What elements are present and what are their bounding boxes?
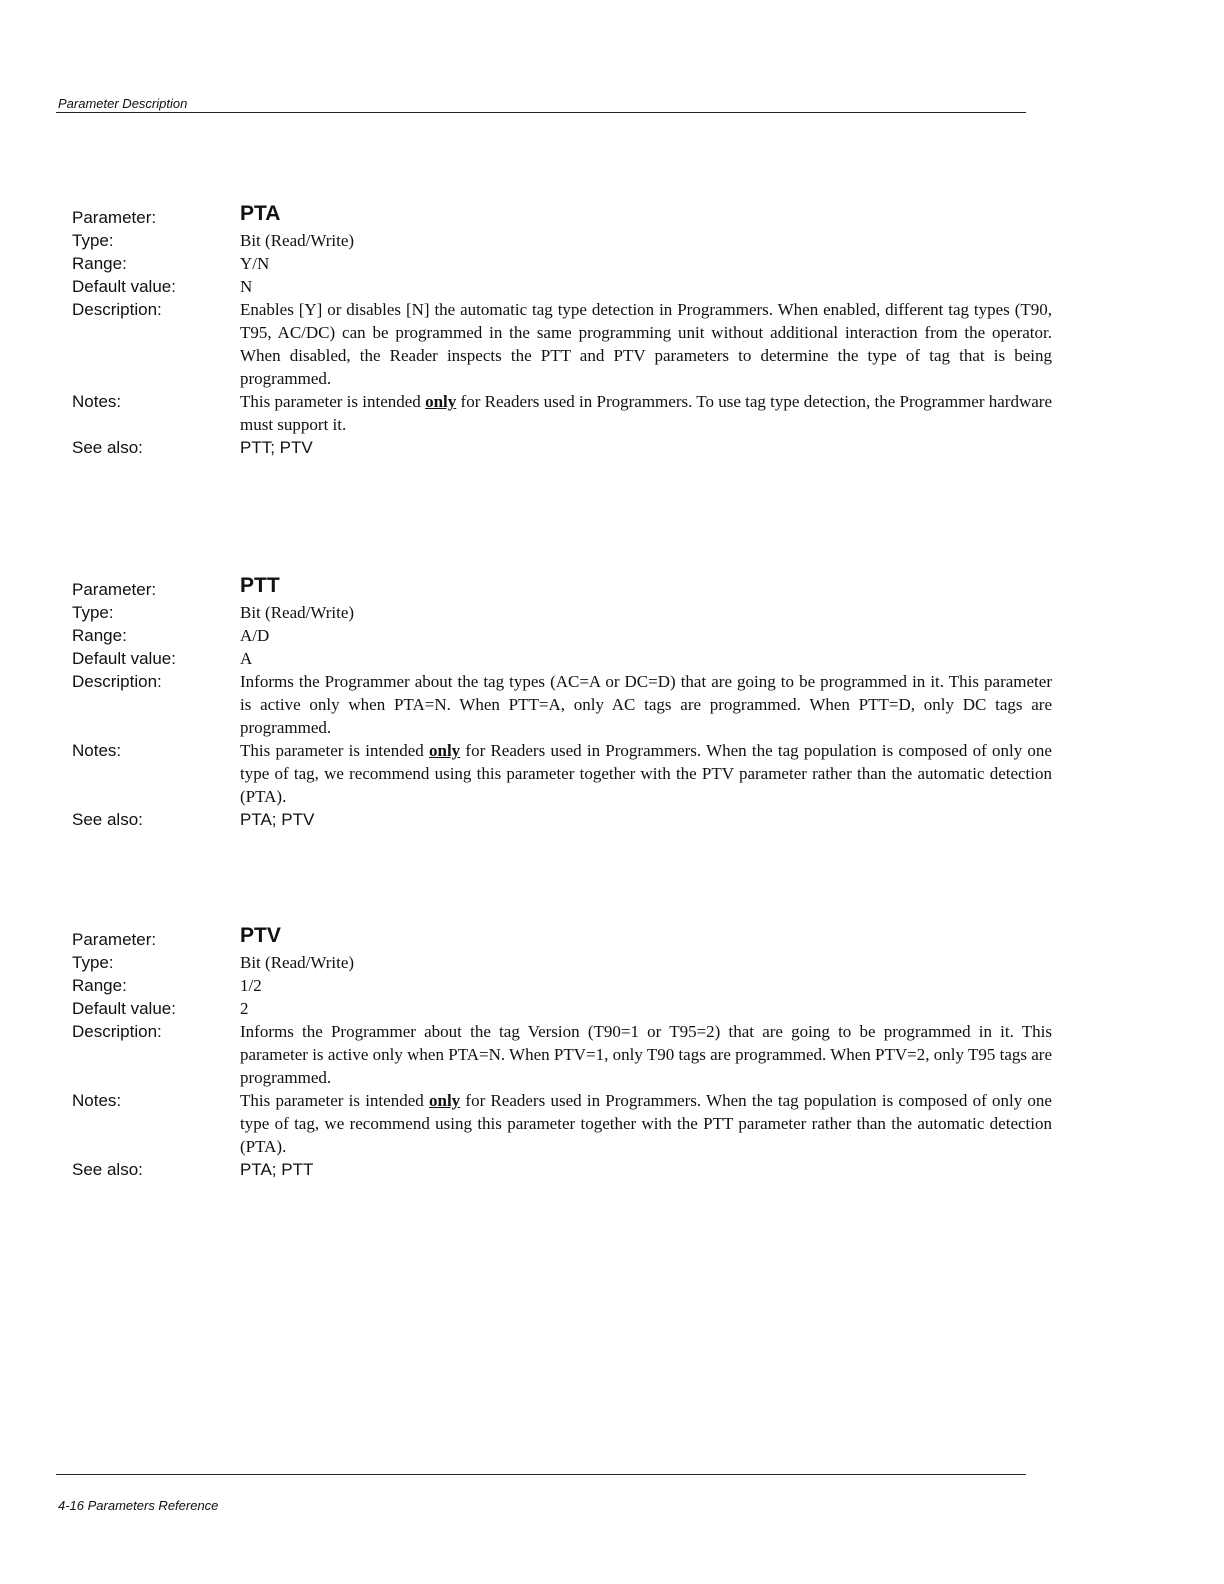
notes-text — [240, 390, 1052, 436]
description-label: Description: — [72, 672, 162, 691]
footer-rule — [56, 1474, 1026, 1475]
default-value: A — [240, 649, 253, 668]
notes-text — [240, 739, 1052, 808]
notes-row — [72, 390, 1052, 436]
description-text: Informs the Programmer about the tag Version (T90=1 or T95=2) that are going to be programmed in it. This parameter is active only when PTA=N. When PTV=1, only T90 tags are programmed. When PTV=2, only T95 tags are programmed. — [240, 1022, 1052, 1087]
default-row — [72, 997, 1052, 1020]
running-foot: 4-16 Parameters Reference — [58, 1498, 219, 1513]
type-label: Type: — [72, 603, 114, 622]
type-label: Type: — [72, 231, 114, 250]
description-row — [72, 1020, 1052, 1089]
type-row — [72, 229, 1052, 252]
range-row — [72, 252, 1052, 275]
notes-row — [72, 1089, 1052, 1158]
notes-label: Notes: — [72, 1091, 122, 1110]
type-row — [72, 601, 1052, 624]
type-row — [72, 951, 1052, 974]
parameter-name: PTA — [240, 202, 281, 225]
param-name-row — [72, 200, 1052, 229]
see-also-value: PTA; PTV — [240, 810, 315, 829]
notes-text-start: This parameter is intended — [240, 392, 421, 411]
notes-label: Notes: — [72, 741, 122, 760]
default-label: Default value: — [72, 649, 176, 668]
parameter-label: Parameter: — [72, 208, 157, 227]
param-block-pta — [72, 200, 1052, 459]
notes-text-end: for Readers used in Programmers. When the tag population is composed of only one type of tag, we recommend using this parameter together with the PTV parameter rather than the automatic detection (PTA). — [240, 741, 1052, 806]
notes-text — [240, 1089, 1052, 1158]
range-row — [72, 974, 1052, 997]
range-value: A/D — [240, 626, 270, 645]
range-label: Range: — [72, 626, 127, 645]
see-also-row — [72, 436, 1052, 459]
notes-text-start: This parameter is intended — [240, 1091, 424, 1110]
notes-text-end: for Readers used in Programmers. To use tag type detection, the Programmer hardware must support it. — [240, 392, 1052, 434]
type-value: Bit (Read/Write) — [240, 603, 355, 622]
range-label: Range: — [72, 254, 127, 273]
notes-row — [72, 739, 1052, 808]
notes-text-start: This parameter is intended — [240, 741, 424, 760]
notes-emphasis: only — [428, 1091, 461, 1110]
parameter-label: Parameter: — [72, 930, 157, 949]
see-also-row — [72, 808, 1052, 831]
notes-label: Notes: — [72, 392, 122, 411]
type-label: Type: — [72, 953, 114, 972]
notes-text-end: for Readers used in Programmers. When the tag population is composed of only one type of tag, we recommend using this parameter together with the PTT parameter rather than the automatic detection (PTA). — [240, 1091, 1052, 1156]
notes-emphasis: only — [428, 741, 461, 760]
description-row — [72, 670, 1052, 739]
param-block-ptv — [72, 922, 1052, 1181]
range-value: Y/N — [240, 254, 270, 273]
see-also-value: PTT; PTV — [240, 438, 313, 457]
range-row — [72, 624, 1052, 647]
header-rule — [56, 112, 1026, 113]
see-also-label: See also: — [72, 1160, 143, 1179]
param-name-row — [72, 922, 1052, 951]
parameter-name: PTV — [240, 924, 281, 947]
parameter-name: PTT — [240, 574, 280, 597]
notes-emphasis: only — [425, 392, 457, 411]
description-label: Description: — [72, 300, 162, 319]
see-also-label: See also: — [72, 438, 143, 457]
type-value: Bit (Read/Write) — [240, 231, 355, 250]
description-text: Enables [Y] or disables [N] the automatic tag type detection in Programmers. When enabled, different tag types (T90, T95, AC/DC) can be programmed in the same programming unit without additional interaction from the operator. When disabled, the Reader inspects the PTT and PTV parameters to determine the type of tag that is being programmed. — [240, 300, 1052, 388]
range-label: Range: — [72, 976, 127, 995]
running-head: Parameter Description — [58, 96, 188, 111]
range-value: 1/2 — [240, 976, 262, 995]
description-row — [72, 298, 1052, 390]
param-block-ptt — [72, 572, 1052, 831]
param-name-row — [72, 572, 1052, 601]
parameter-label: Parameter: — [72, 580, 157, 599]
see-also-label: See also: — [72, 810, 143, 829]
default-label: Default value: — [72, 999, 176, 1018]
default-value: N — [240, 277, 253, 296]
see-also-value: PTA; PTT — [240, 1160, 314, 1179]
default-row — [72, 275, 1052, 298]
description-text: Informs the Programmer about the tag types (AC=A or DC=D) that are going to be programmed in it. This parameter is active only when PTA=N. When PTT=A, only AC tags are programmed. When PTT=D, only DC tags are programmed. — [240, 672, 1052, 737]
default-value: 2 — [240, 999, 249, 1018]
default-label: Default value: — [72, 277, 176, 296]
default-row — [72, 647, 1052, 670]
see-also-row — [72, 1158, 1052, 1181]
description-label: Description: — [72, 1022, 162, 1041]
type-value: Bit (Read/Write) — [240, 953, 355, 972]
